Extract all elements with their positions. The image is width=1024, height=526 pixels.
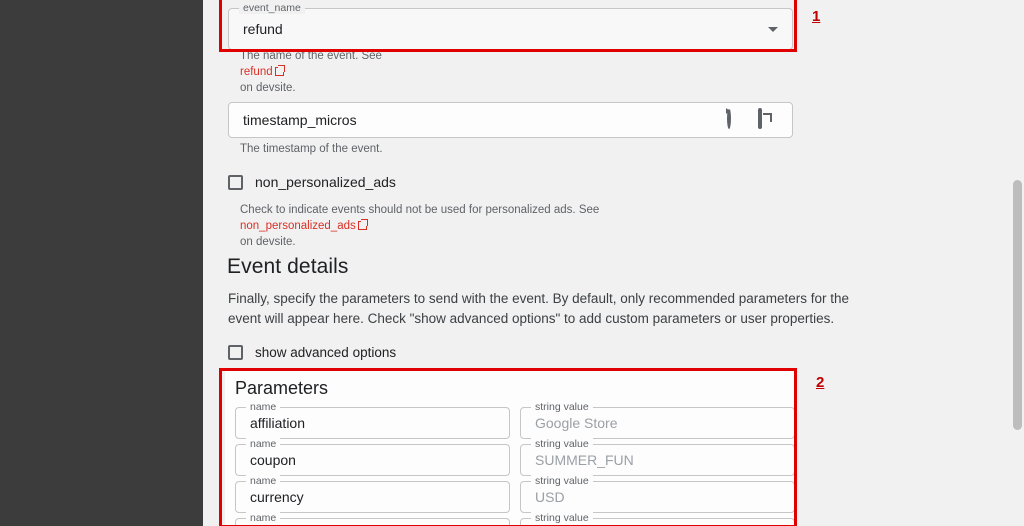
parameter-name-value-2: currency bbox=[250, 489, 304, 505]
chevron-down-icon[interactable] bbox=[768, 27, 778, 32]
timestamp-helper-text: The timestamp of the event. bbox=[240, 143, 383, 155]
parameter-value-field-2[interactable] bbox=[520, 475, 795, 513]
event-details-heading: Event details bbox=[227, 255, 349, 278]
non-personalized-ads-helper-prefix: Check to indicate events should not be used for personalized ads. See bbox=[240, 204, 600, 216]
page-scrollbar-thumb[interactable] bbox=[1013, 180, 1022, 430]
non-personalized-ads-devsite-link[interactable]: non_personalized_ads bbox=[240, 220, 356, 232]
parameter-value-placeholder-2: USD bbox=[535, 489, 565, 505]
external-link-icon bbox=[358, 221, 367, 230]
event-name-helper-suffix-row bbox=[240, 78, 296, 96]
event-name-helper-prefix: The name of the event. See bbox=[240, 50, 382, 62]
parameter-name-field-3[interactable] bbox=[235, 512, 510, 526]
show-advanced-options-row[interactable] bbox=[228, 345, 396, 360]
event-name-select[interactable] bbox=[228, 2, 793, 50]
parameter-name-legend-0: name bbox=[246, 401, 280, 413]
parameter-value-placeholder-1: SUMMER_FUN bbox=[535, 452, 634, 468]
show-advanced-options-label: show advanced options bbox=[255, 345, 397, 360]
external-link-icon bbox=[275, 67, 284, 76]
timestamp-micros-value: timestamp_micros bbox=[243, 112, 357, 128]
parameter-value-legend-3: string value bbox=[531, 512, 593, 524]
timestamp-micros-input[interactable] bbox=[228, 102, 793, 138]
parameter-name-field-2[interactable] bbox=[235, 475, 510, 513]
parameter-name-legend-1: name bbox=[246, 438, 280, 450]
event-name-helper-suffix: on devsite. bbox=[240, 82, 296, 94]
parameter-value-field-3[interactable] bbox=[520, 512, 795, 526]
parameter-value-field-1[interactable] bbox=[520, 438, 795, 476]
parameter-name-value-1: coupon bbox=[250, 452, 296, 468]
parameters-title: Parameters bbox=[235, 378, 329, 398]
parameter-name-value-0: affiliation bbox=[250, 415, 306, 431]
parameter-value-legend-1: string value bbox=[531, 438, 593, 450]
refund-devsite-link[interactable]: refund bbox=[240, 66, 273, 78]
timestamp-helper bbox=[240, 139, 383, 157]
parameter-value-placeholder-0: Google Store bbox=[535, 415, 618, 431]
annotation-number-1: 1 bbox=[812, 8, 821, 25]
refresh-icon[interactable] bbox=[727, 110, 747, 130]
annotation-number-2: 2 bbox=[816, 374, 825, 391]
page-scrollbar-track[interactable] bbox=[1011, 0, 1024, 526]
parameter-value-field-0[interactable] bbox=[520, 401, 795, 439]
non-personalized-ads-helper-suffix-row bbox=[240, 232, 296, 250]
parameter-value-legend-0: string value bbox=[531, 401, 593, 413]
parameter-name-legend-2: name bbox=[246, 475, 280, 487]
parameter-name-legend-3: name bbox=[246, 512, 280, 524]
parameter-value-legend-2: string value bbox=[531, 475, 593, 487]
event-name-field[interactable] bbox=[228, 2, 793, 50]
page-scroll-area[interactable] bbox=[203, 0, 1024, 526]
parameter-name-field-0[interactable] bbox=[235, 401, 510, 439]
event-name-helper bbox=[240, 46, 800, 64]
non-personalized-ads-checkbox-row[interactable] bbox=[228, 174, 396, 190]
non-personalized-ads-helper-suffix: on devsite. bbox=[240, 236, 296, 248]
event-name-legend: event_name bbox=[239, 2, 305, 14]
event-name-value: refund bbox=[243, 21, 283, 37]
parameters-panel bbox=[225, 370, 795, 526]
show-advanced-options-checkbox[interactable] bbox=[228, 345, 243, 360]
left-rail bbox=[0, 0, 203, 526]
non-personalized-ads-checkbox[interactable] bbox=[228, 175, 243, 190]
parameter-name-field-1[interactable] bbox=[235, 438, 510, 476]
non-personalized-ads-label: non_personalized_ads bbox=[255, 174, 396, 190]
event-details-paragraph: Finally, specify the parameters to send with the event. By default, only recommended parameters for the event will appear here. Check "show advanced options" to add custom parameters or user properties. bbox=[228, 291, 850, 326]
open-in-new-icon[interactable] bbox=[758, 110, 778, 130]
timestamp-micros-field[interactable] bbox=[228, 102, 793, 138]
